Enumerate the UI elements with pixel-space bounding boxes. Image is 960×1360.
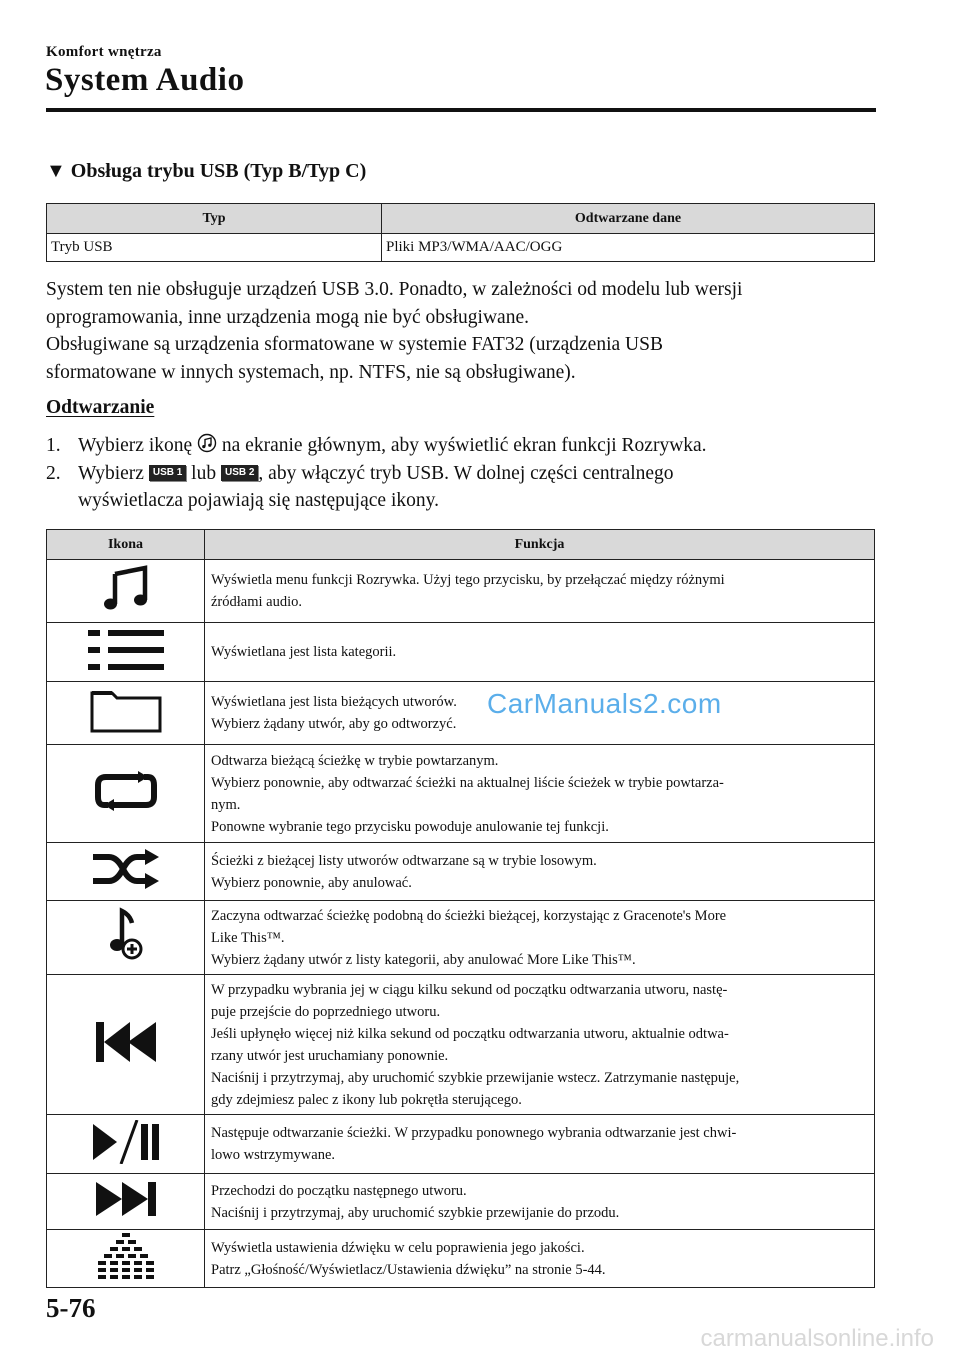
function-cell [205,623,875,682]
step-2 [46,460,876,515]
text-line: Następuje odtwarzanie ścieżki. W przypadku ponownego wybrania odtwarzanie jest chwi- [211,1125,737,1141]
text-line: Wyświetla menu funkcji Rozrywka. Użyj tego przycisku, by przełączać między różnymi [211,572,725,588]
text-line: Like This™. [211,929,285,946]
body-paragraph [46,276,876,386]
music-note-icon [101,564,151,614]
text-line: Ścieżki z bieżącej listy utworów odtwarzane są w trybie losowym. [211,852,597,869]
text-line: gdy zdejmiesz palec z ikony lub pokrętła sterującego. [211,1091,522,1108]
icon-cell [47,745,205,843]
page-number: 5-76 [46,1293,96,1323]
table-row [47,745,875,843]
table-row [47,901,875,975]
table-row [47,843,875,901]
icon-table [46,529,875,1288]
step-1 [46,432,876,460]
text-line: Jeśli upłynęło więcej niż kilka sekund od początku odtwarzania utworu, aktualnie odtwa- [211,1025,729,1042]
table-row [47,1115,875,1174]
next-track-icon [94,1180,158,1218]
type-table-header: Odtwarzane dane [382,204,875,234]
usb2-key[interactable]: USB 2 [221,465,258,481]
function-cell [205,1174,875,1230]
text-line: Naciśnij i przytrzymaj, aby uruchomić szybkie przewijanie wstecz. Zatrzymanie następuje, [211,1069,740,1086]
table-cell: Tryb USB [47,234,382,262]
text-line: Wybierz żądany utwór z listy kategorii, aby anulować More Like This™. [211,951,636,968]
step-text-part: , aby włączyć tryb USB. W dolnej części centralnego [258,462,674,484]
icon-cell [47,843,205,901]
page-title: System Audio [45,62,245,98]
text-line: Wyświetlana jest lista kategorii. [211,644,397,660]
subheading: ▼ Obsługa trybu USB (Typ B/Typ C) [46,160,367,182]
function-cell [205,975,875,1115]
table-row [47,682,875,745]
step-number: 2. [46,462,61,484]
repeat-icon [94,771,158,811]
text-line: nym. [211,796,241,813]
icon-cell [47,623,205,682]
text-line: rzany utwór jest uruchamiany ponownie. [211,1047,449,1064]
step-text [78,432,707,460]
icon-cell [47,560,205,623]
step-text-part: Wybierz ikonę [78,435,198,456]
text-line: Wybierz ponownie, aby odtwarzać ścieżki na aktualnej liście ścieżek w trybie powtarza- [211,774,724,791]
title-rule [46,108,876,112]
steps-list [46,432,876,515]
step-text-part: lub [186,462,221,484]
text-line: Patrz „Głośność/Wyświetlacz/Ustawienia dźwięku” na stronie 5-44. [211,1261,606,1278]
table-row [47,560,875,623]
more-like-this-icon [106,907,146,963]
icon-cell [47,1174,205,1230]
icon-table-header: Funkcja [205,530,875,560]
text-line: Odtwarza bieżącą ścieżkę w trybie powtarzanym. [211,752,499,769]
text-line: Zaczyna odtwarzać ścieżkę podobną do ścieżki bieżącej, korzystając z Gracenote's More [211,907,727,924]
section-label: Komfort wnętrza [46,44,162,60]
icon-cell [47,682,205,745]
table-row [47,623,875,682]
list-icon [86,628,166,672]
shuffle-icon [91,847,161,891]
text-line: W przypadku wybrania jej w ciągu kilku sekund od początku odtwarzania utworu, nastę- [211,981,728,998]
table-row [47,975,875,1115]
table-row [47,1230,875,1288]
text-line: Ponowne wybranie tego przycisku powoduje anulowanie tej funkcji. [211,818,609,835]
text-line: Przechodzi do początku następnego utworu. [211,1182,467,1199]
text-line: sformatowane w innych systemach, np. NTFS, nie są obsługiwane). [46,361,576,383]
text-line: Obsługiwane są urządzenia sformatowane w systemie FAT32 (urządzenia USB [46,334,663,355]
function-cell [205,745,875,843]
watermark: CarManuals2.com [487,688,722,719]
text-line: lowo wstrzymywane. [211,1147,336,1163]
table-row [47,234,875,262]
text-line: Wyświetlana jest lista bieżących utworów. [211,694,457,710]
icon-cell [47,1115,205,1174]
icon-cell [47,975,205,1115]
step-number: 1. [46,435,61,456]
text-line: Naciśnij i przytrzymaj, aby uruchomić szybkie przewijanie do przodu. [211,1204,620,1221]
text-line: System ten nie obsługuje urządzeń USB 3.0. Ponadto, w zależności od modelu lub wersji [46,279,743,300]
step-text [78,460,674,515]
icon-cell [47,901,205,975]
type-table-header: Typ [47,204,382,234]
playback-heading: Odtwarzanie [46,397,155,418]
text-line: Wybierz ponownie, aby anulować. [211,874,412,891]
icon-cell [47,1230,205,1288]
function-cell [205,1115,875,1174]
entertainment-icon [197,433,217,453]
function-cell [205,843,875,901]
function-cell [205,560,875,623]
table-cell: Pliki MP3/WMA/AAC/OGG [382,234,875,262]
usb1-key[interactable]: USB 1 [149,465,186,481]
footer-watermark: carmanualsonline.info [700,1325,934,1352]
step-text-part: Wybierz [78,462,149,484]
text-line: Wybierz żądany utwór, aby go odtworzyć. [211,716,457,732]
text-line: puje przejście do poprzedniego utworu. [211,1003,441,1020]
play-pause-icon [91,1120,161,1164]
equalizer-icon [98,1231,154,1281]
step-text-part: wyświetlacza pojawiają się następujące ikony. [78,490,439,511]
function-cell [205,1230,875,1288]
step-text-part: na ekranie głównym, aby wyświetlić ekran funkcji Rozrywka. [217,435,707,456]
icon-table-header: Ikona [47,530,205,560]
text-line: oprogramowania, inne urządzenia mogą nie być obsługiwane. [46,306,529,328]
text-line: Wyświetla ustawienia dźwięku w celu poprawienia jego jakości. [211,1239,585,1256]
folder-icon [90,689,162,733]
text-line: źródłami audio. [211,594,303,610]
function-cell [205,901,875,975]
type-table [46,203,875,262]
table-row [47,1174,875,1230]
previous-track-icon [94,1020,158,1064]
